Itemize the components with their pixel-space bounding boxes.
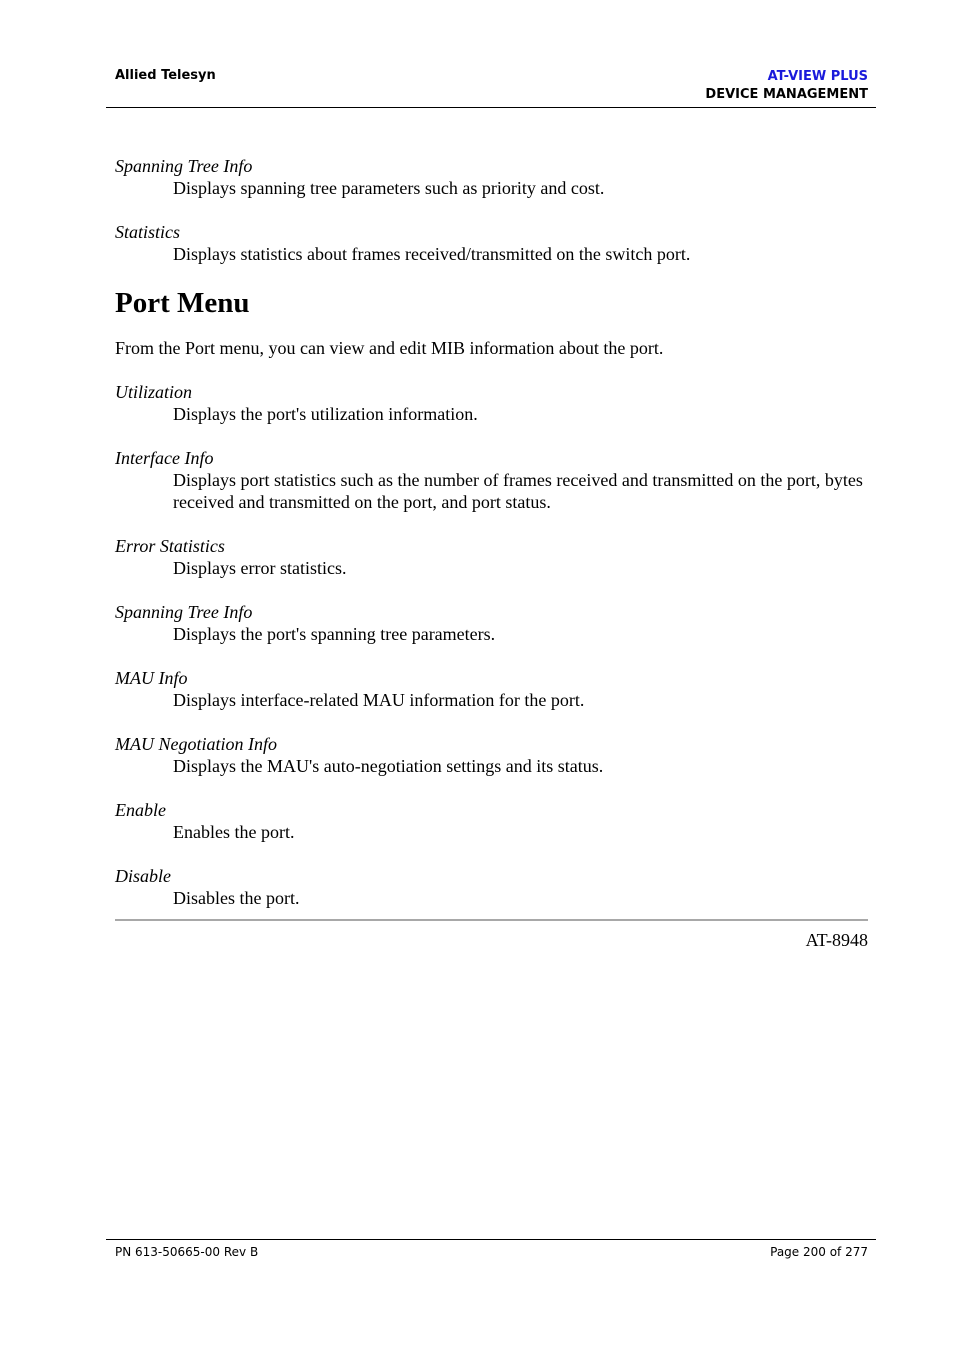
definition-description: Displays the port's utilization information. [173,404,478,424]
definition-term: Enable [115,800,166,820]
definition-description: Disables the port. [173,888,300,908]
header-section: DEVICE MANAGEMENT [705,87,868,102]
footer-rule [106,1239,876,1240]
definition-entry [115,799,875,843]
definition-description: Displays interface-related MAU information for the port. [173,690,585,710]
section-title: Port Menu [115,287,250,319]
section-intro: From the Port menu, you can view and edit MIB information about the port. [115,338,664,358]
definition-term: MAU Info [115,668,188,688]
definition-entry [115,601,875,645]
definition-term: Utilization [115,382,193,402]
definition-entry [115,535,875,579]
definition-description: Displays port statistics such as the number of frames received and transmitted on the port, bytes received and transmitted on the port, and port status. [173,470,863,512]
header-rule [106,107,876,108]
definition-entry [115,733,875,777]
page-content [115,155,875,951]
definition-term: Statistics [115,222,181,242]
footer-page-number: Page 200 of 277 [770,1245,868,1259]
definition-term: Disable [115,866,171,886]
definition-entry [115,865,875,909]
section-divider [115,919,868,921]
definition-description: Displays the MAU's auto-negotiation settings and its status. [173,756,604,776]
definition-description: Displays error statistics. [173,558,347,578]
footer-part-number: PN 613-50665-00 Rev B [115,1245,259,1259]
definition-entry [115,221,875,265]
header-titles [705,68,868,104]
header-company: Allied Telesyn [115,68,216,83]
device-label: AT-8948 [805,930,868,950]
definition-term: Spanning Tree Info [115,156,253,176]
definition-entry [115,155,875,199]
definition-description: Enables the port. [173,822,295,842]
header-product: AT-VIEW PLUS [767,69,868,84]
definition-description: Displays statistics about frames received/transmitted on the switch port. [173,244,691,264]
definition-term: Error Statistics [115,536,225,556]
definition-term: Spanning Tree Info [115,602,253,622]
definition-entry [115,667,875,711]
definition-entry [115,447,875,513]
definition-term: Interface Info [115,448,214,468]
definition-term: MAU Negotiation Info [115,734,277,754]
definition-entry [115,381,875,425]
definition-description: Displays spanning tree parameters such as priority and cost. [173,178,605,198]
definition-description: Displays the port's spanning tree parameters. [173,624,496,644]
